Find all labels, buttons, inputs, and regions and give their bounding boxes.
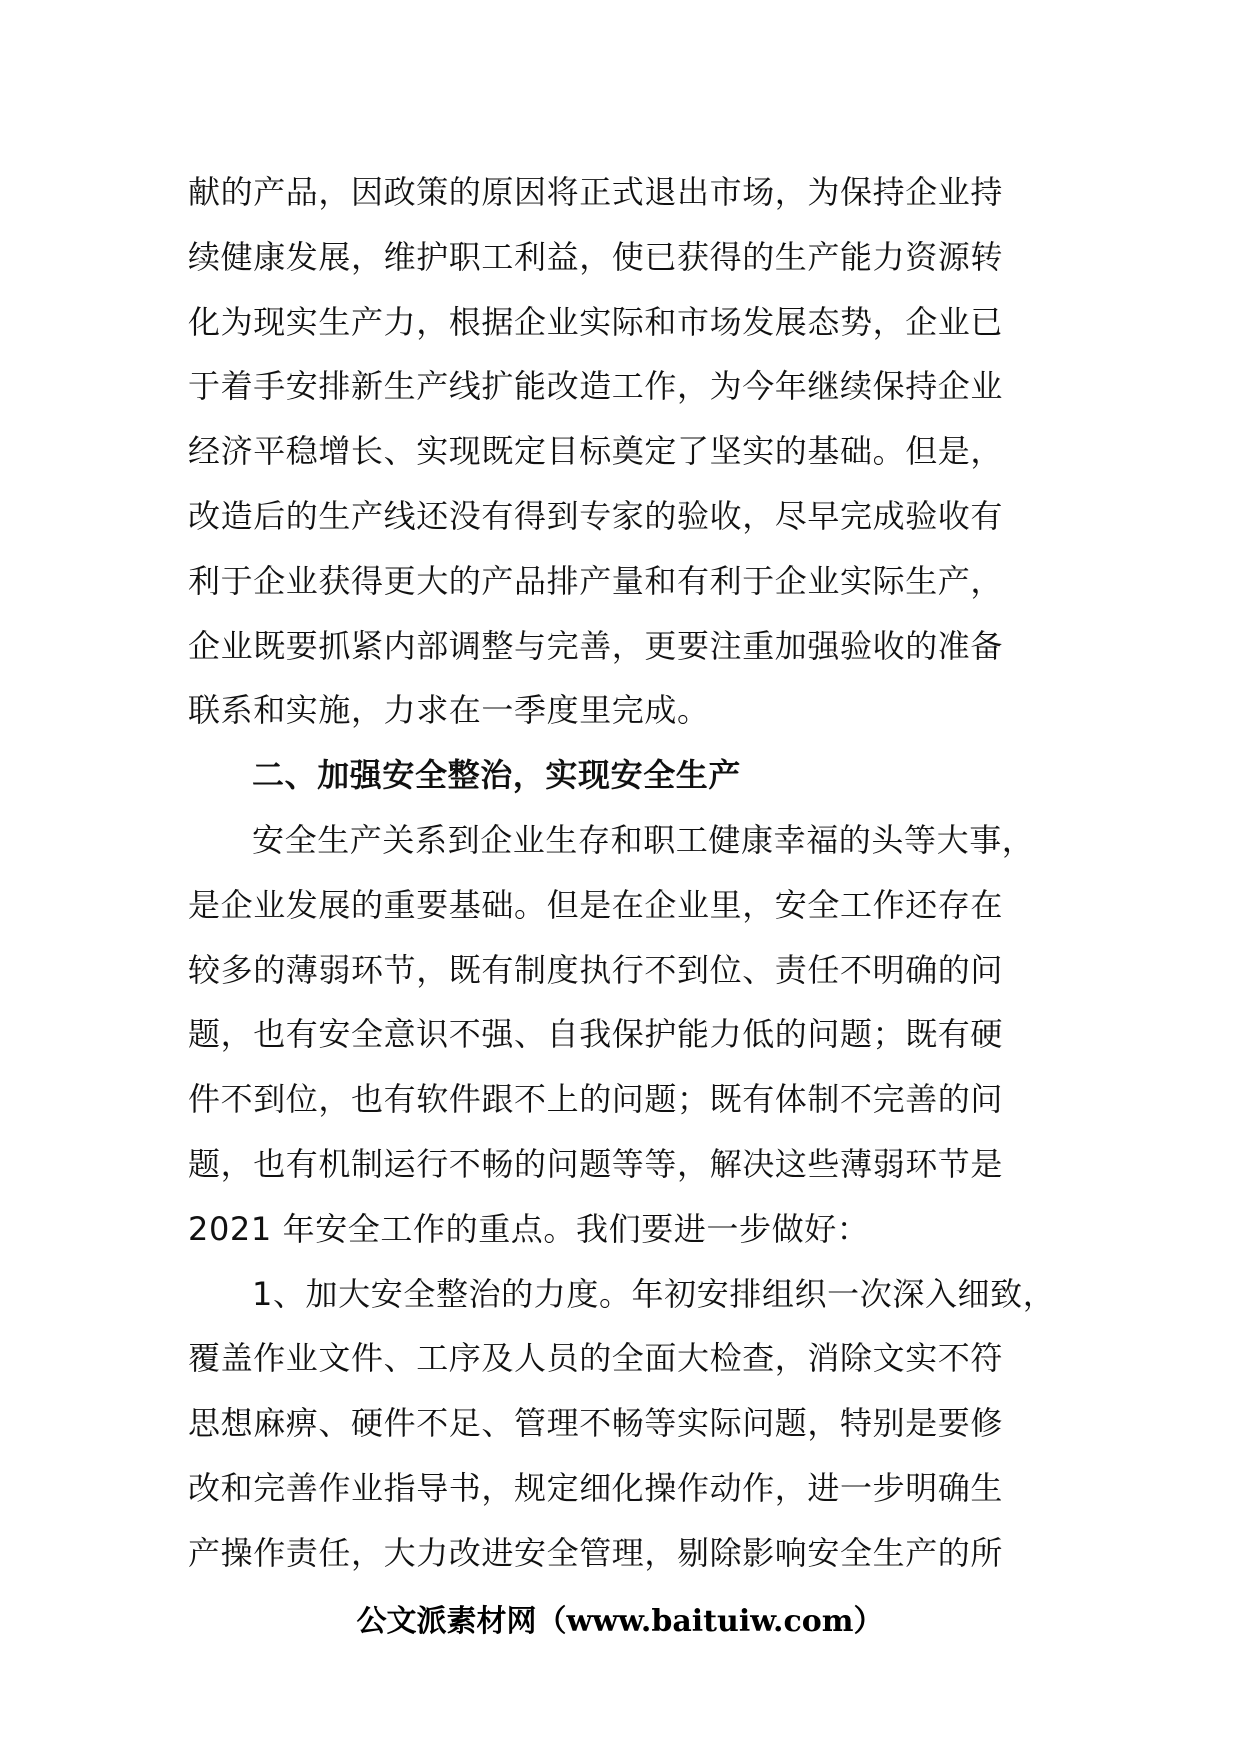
- text-line: 化为现实生产力，根据企业实际和市场发展态势，企业已: [188, 302, 1004, 341]
- text-line: 2021 年安全工作的重点。我们要进一步做好：: [188, 1209, 870, 1248]
- text-line: 改和完善作业指导书，规定细化操作动作，进一步明确生: [188, 1468, 1004, 1507]
- text-line: 献的产品，因政策的原因将正式退出市场，为保持企业持: [188, 173, 1004, 211]
- text-line: 经济平稳增长、实现既定目标奠定了坚实的基础。但是，: [188, 432, 1004, 471]
- text-line: 联系和实施，力求在一季度里完成。: [188, 691, 710, 730]
- text-line: 利于企业获得更大的产品排产量和有利于企业实际生产，: [188, 561, 1004, 600]
- text-line: 题，也有安全意识不强、自我保护能力低的问题；既有硬: [188, 1015, 1004, 1054]
- text-line: 题，也有机制运行不畅的问题等等，解决这些薄弱环节是: [188, 1144, 1004, 1183]
- text-line: 1、加大安全整治的力度。年初安排组织一次深入细致，: [252, 1274, 1056, 1313]
- text-line: 件不到位，也有软件跟不上的问题；既有体制不完善的问: [188, 1080, 1004, 1119]
- section-heading: 二、加强安全整治，实现安全生产: [252, 756, 742, 795]
- text-line: 企业既要抓紧内部调整与完善，更要注重加强验收的准备: [188, 626, 1004, 665]
- text-line: 是企业发展的重要基础。但是在企业里，安全工作还存在: [188, 885, 1004, 924]
- text-line: 续健康发展，维护职工利益，使已获得的生产能力资源转: [188, 237, 1004, 276]
- text-line: 安全生产关系到企业生存和职工健康幸福的头等大事，: [252, 820, 1035, 859]
- text-line: 较多的薄弱环节，既有制度执行不到位、责任不明确的问: [188, 950, 1004, 989]
- document-body: [188, 160, 1088, 1586]
- text-line: 覆盖作业文件、工序及人员的全面大检查，消除文实不符: [188, 1339, 1004, 1378]
- text-line: 改造后的生产线还没有得到专家的验收，尽早完成验收有: [188, 496, 1004, 535]
- text-line: 产操作责任，大力改进安全管理，剔除影响安全生产的所: [188, 1533, 1004, 1572]
- text-line: 于着手安排新生产线扩能改造工作，为今年继续保持企业: [188, 367, 1004, 406]
- footer-watermark: 公文派素材网（www.baituiw.com）: [356, 1604, 884, 1639]
- text-line: 思想麻痹、硬件不足、管理不畅等实际问题，特别是要修: [188, 1404, 1004, 1443]
